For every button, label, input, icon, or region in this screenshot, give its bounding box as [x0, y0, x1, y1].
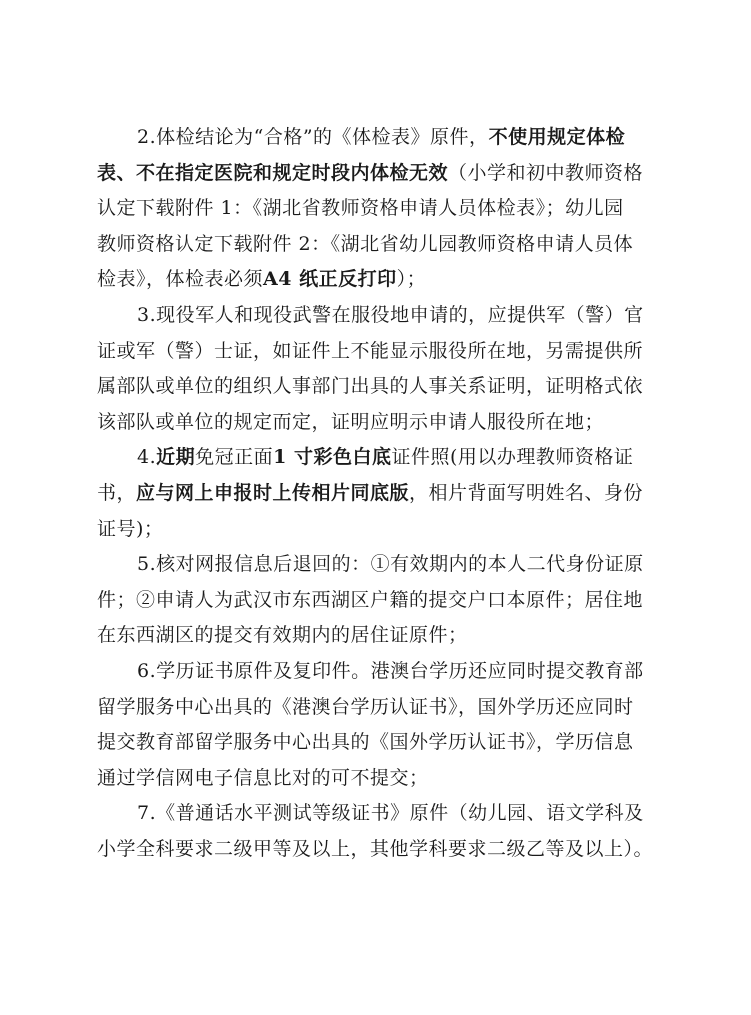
text-line — [97, 547, 661, 583]
text-run: 证件照(用以办理教师资格证 — [391, 446, 634, 469]
text-run: 7.《普通话水平测试等级证书》原件（幼儿园、语文学科及 — [137, 802, 644, 825]
paragraph-2 — [97, 120, 661, 298]
text-run: （小学和初中教师资格 — [448, 161, 644, 184]
text-line — [97, 298, 661, 334]
text-line — [97, 761, 661, 797]
text-run: 留学服务中心出具的《港澳台学历认证书》，国外学历还应同时 — [97, 695, 634, 718]
text-run: 小学全科要求二级甲等及以上，其他学科要求二级乙等及以上）。 — [97, 837, 654, 860]
bold-text-run: 不使用规定体检 — [488, 126, 626, 148]
text-run: ，相片背面写明姓名、身份 — [409, 481, 644, 504]
text-line — [97, 725, 661, 761]
text-run: 证号)； — [97, 517, 164, 540]
text-line — [97, 440, 661, 476]
paragraph-3 — [97, 298, 661, 440]
text-run: ）； — [396, 268, 427, 291]
text-line — [97, 156, 661, 192]
text-line — [97, 369, 661, 405]
text-run: 属部队或单位的组织人事部门出具的人事关系证明，证明格式依 — [97, 375, 644, 398]
text-run: 认定下载附件 1：《湖北省教师资格申请人员体检表》；幼儿园 — [97, 197, 624, 220]
text-run: 书， — [97, 481, 137, 504]
document-body — [97, 120, 661, 867]
text-run: 该部队或单位的规定而定，证明应明示申请人服役所在地； — [97, 410, 605, 433]
text-run: 通过学信网电子信息比对的可不提交； — [97, 766, 429, 789]
text-run: 件；②申请人为武汉市东西湖区户籍的提交户口本原件；居住地 — [97, 588, 644, 611]
text-line — [97, 405, 661, 441]
text-line — [97, 227, 661, 263]
text-run: 检表》，体检表必须 — [97, 268, 264, 291]
paragraph-4 — [97, 440, 661, 547]
text-line — [97, 120, 661, 156]
text-line — [97, 583, 661, 619]
text-line — [97, 654, 661, 690]
text-run: 6.学历证书原件及复印件。港澳台学历还应同时提交教育部 — [137, 659, 644, 682]
text-line — [97, 191, 661, 227]
text-run: 证或军（警）士证，如证件上不能显示服役所在地，另需提供所 — [97, 339, 644, 362]
text-run: 4. — [137, 446, 157, 469]
document-page — [97, 120, 661, 867]
text-run: 5.核对网报信息后退回的：①有效期内的本人二代身份证原 — [137, 553, 644, 576]
bold-text-run: A4 纸正反打印 — [263, 268, 397, 291]
paragraph-7 — [97, 796, 661, 867]
text-line — [97, 262, 661, 298]
text-run: 3.现役军人和现役武警在服役地申请的，应提供军（警）官 — [137, 303, 644, 326]
text-line — [97, 334, 661, 370]
bold-text-run: 近期 — [156, 446, 196, 469]
text-line — [97, 512, 661, 548]
text-run: 在东西湖区的提交有效期内的居住证原件； — [97, 624, 468, 647]
text-run: 提交教育部留学服务中心出具的《国外学历认证书》，学历信息 — [97, 731, 634, 754]
paragraph-6 — [97, 654, 661, 796]
text-line — [97, 690, 661, 726]
text-run: 免冠正面 — [195, 446, 274, 469]
text-run: 2.体检结论为“合格”的《体检表》原件， — [137, 126, 489, 148]
text-line — [97, 796, 661, 832]
text-run: 教师资格认定下载附件 2：《湖北省幼儿园教师资格申请人员体 — [97, 232, 634, 255]
text-line — [97, 832, 661, 868]
text-line — [97, 618, 661, 654]
bold-text-run: 1 寸彩色白底 — [273, 446, 392, 469]
paragraph-5 — [97, 547, 661, 654]
bold-text-run: 表、不在指定医院和规定时段内体检无效 — [97, 161, 449, 184]
bold-text-run: 应与网上申报时上传相片同底版 — [136, 481, 410, 504]
text-line — [97, 476, 661, 512]
